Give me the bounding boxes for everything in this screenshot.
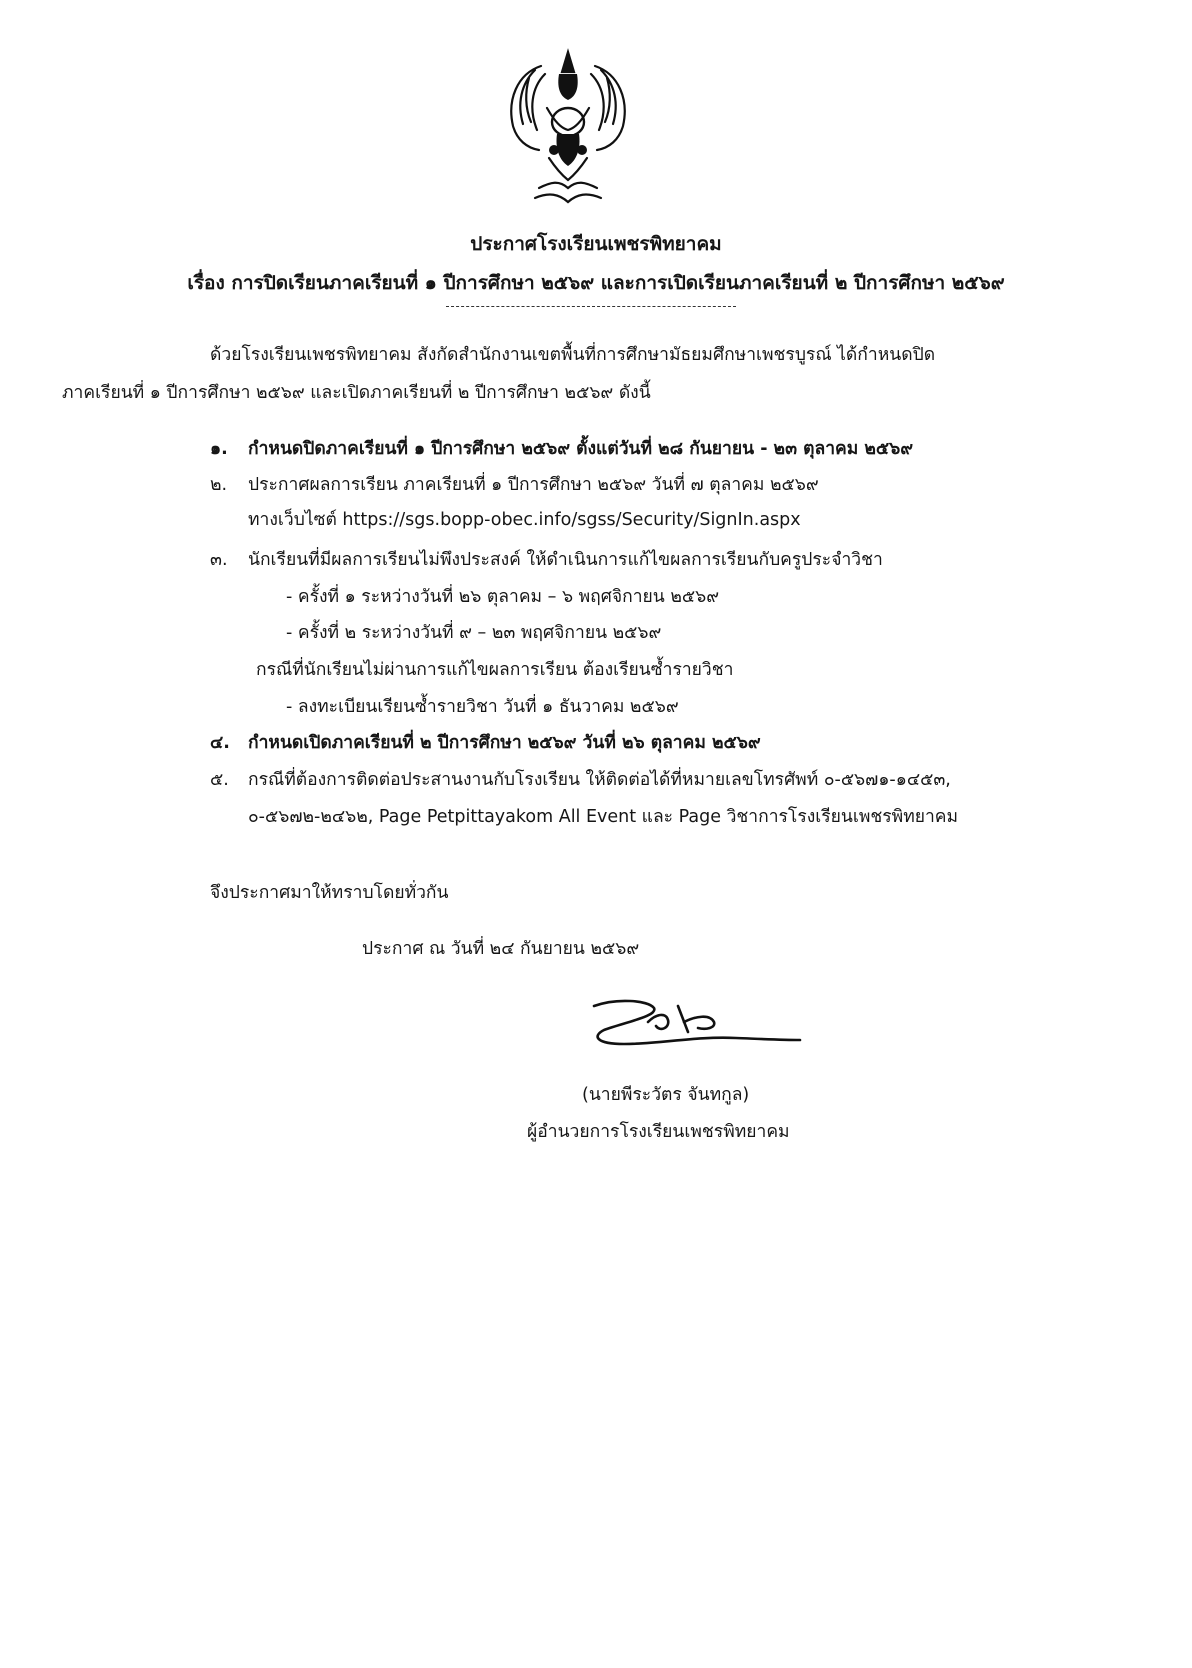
item-2-line-1: ประกาศผลการเรียน ภาคเรียนที่ ๑ ปีการศึกษา ๒๕๖๙ วันที่ ๗ ตุลาคม ๒๕๖๙ xyxy=(248,475,819,495)
item-3-repeat-note: กรณีที่นักเรียนไม่ผ่านการแก้ไขผลการเรียน ต้องเรียนซ้ำรายวิชา xyxy=(256,660,734,680)
item-number: ๑. xyxy=(210,439,228,459)
signatory-position: ผู้อำนวยการโรงเรียนเพชรพิทยาคม xyxy=(527,1122,790,1142)
closing-statement: จึงประกาศมาให้ทราบโดยทั่วกัน xyxy=(210,883,449,903)
item-number: ๓. xyxy=(210,550,228,570)
item-3-repeat-registration: - ลงทะเบียนเรียนซ้ำรายวิชา วันที่ ๑ ธันวาคม ๒๕๖๙ xyxy=(286,697,679,717)
item-number: ๕. xyxy=(210,770,229,790)
announcement-title: ประกาศโรงเรียนเพชรพิทยาคม xyxy=(470,233,722,255)
title-separator xyxy=(446,306,736,307)
item-2-website: ทางเว็บไซต์ https://sgs.bopp-obec.info/sgss/Security/SignIn.aspx xyxy=(248,510,801,530)
signatory-name: (นายพีระวัตร จันทกูล) xyxy=(582,1085,750,1105)
intro-line-2: ภาคเรียนที่ ๑ ปีการศึกษา ๒๕๖๙ และเปิดภาคเรียนที่ ๒ ปีการศึกษา ๒๕๖๙ ดังนี้ xyxy=(62,383,651,403)
item-5-line-2: ๐-๕๖๗๒-๒๔๖๒, Page Petpittayakom All Event และ Page วิชาการโรงเรียนเพชรพิทยาคม xyxy=(248,807,959,827)
item-number: ๔. xyxy=(210,733,230,753)
announcement-date: ประกาศ ณ วันที่ ๒๔ กันยายน ๒๕๖๙ xyxy=(362,939,640,959)
announcement-subject: เรื่อง การปิดเรียนภาคเรียนที่ ๑ ปีการศึกษา ๒๕๖๙ และการเปิดเรียนภาคเรียนที่ ๒ ปีการศึกษา ๒๕๖๙ xyxy=(187,272,1005,294)
garuda-emblem-icon xyxy=(499,48,637,210)
item-number: ๒. xyxy=(210,475,228,495)
item-4-line-1: กำหนดเปิดภาคเรียนที่ ๒ ปีการศึกษา ๒๕๖๙ วันที่ ๒๖ ตุลาคม ๒๕๖๙ xyxy=(248,733,761,753)
item-3-line-1: นักเรียนที่มีผลการเรียนไม่พึงประสงค์ ให้ดำเนินการแก้ไขผลการเรียนกับครูประจำวิชา xyxy=(248,550,883,570)
item-5-line-1: กรณีที่ต้องการติดต่อประสานงานกับโรงเรียน ให้ติดต่อได้ที่หมายเลขโทรศัพท์ ๐-๕๖๗๑-๑๔๕๓, xyxy=(248,770,951,790)
item-3-round-1: - ครั้งที่ ๑ ระหว่างวันที่ ๒๖ ตุลาคม – ๖ พฤศจิกายน ๒๕๖๙ xyxy=(286,587,720,607)
item-3-round-2: - ครั้งที่ ๒ ระหว่างวันที่ ๙ – ๒๓ พฤศจิกายน ๒๕๖๙ xyxy=(286,623,662,643)
item-1-line-1: กำหนดปิดภาคเรียนที่ ๑ ปีการศึกษา ๒๕๖๙ ตั้งแต่วันที่ ๒๘ กันยายน - ๒๓ ตุลาคม ๒๕๖๙ xyxy=(248,439,914,459)
intro-line-1: ด้วยโรงเรียนเพชรพิทยาคม สังกัดสำนักงานเขตพื้นที่การศึกษามัธยมศึกษาเพชรบูรณ์ ได้กำหนดปิด xyxy=(210,345,936,365)
handwritten-signature-icon xyxy=(586,992,806,1054)
